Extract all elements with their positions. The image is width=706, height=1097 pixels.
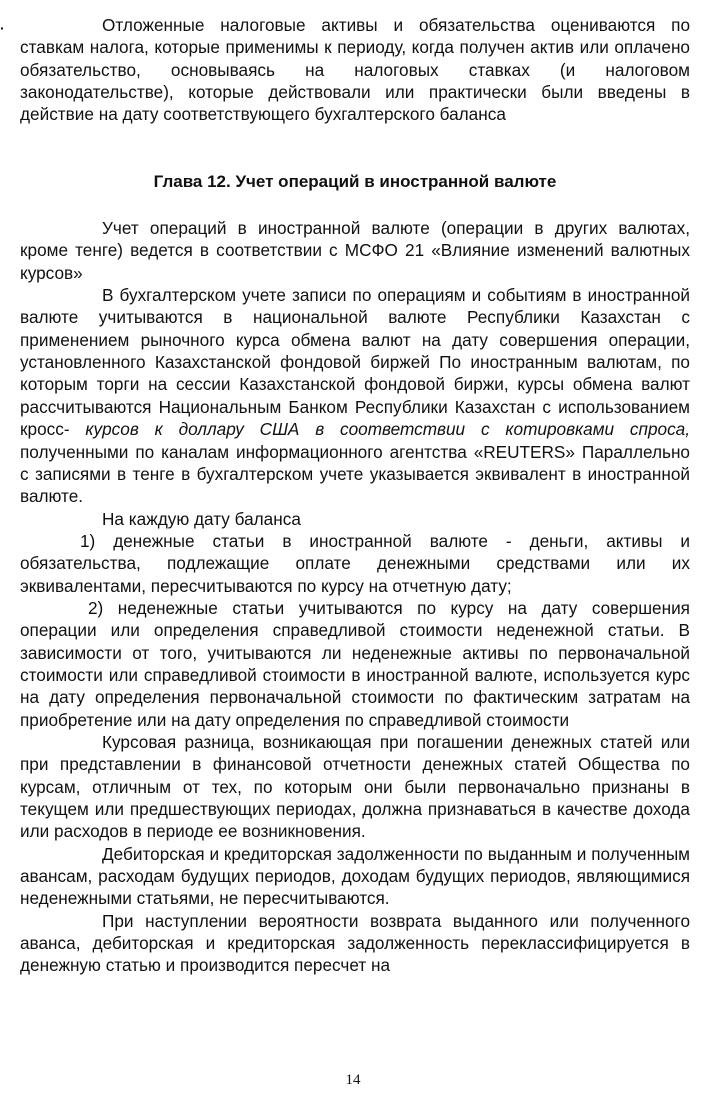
paragraph-receivables: Дебиторская и кредиторская задолженности по выданным и полученным авансам, расходам будущих периодов, доходам будущих периодов, являющимися неденежными статьями, не пересчитываются. — [20, 843, 690, 909]
chapter-heading: Глава 12. Учет операций в иностранной валюте — [153, 171, 557, 191]
list-item-nonmonetary: 2) неденежные статьи учитываются по курсу на дату совершения операции или определения справедливой стоимости неденежной статьи. В зависимости от того, учитываются ли неденежные активы по первоначальной стоимости или справедливой стоимости в иностранной валюте, используется курс на дату определения первоначальной стоимости по фактическим затратам на приобретение или на дату определения по справедливой стоимости — [20, 597, 690, 730]
list-item-monetary: 1) денежные статьи в иностранной валюте - деньги, активы и обязательства, подлежащие оплате денежными средствами или их эквивалентами, пересчитываются по курсу на отчетную дату; — [20, 530, 690, 596]
page-number: 14 — [345, 1072, 361, 1088]
records-text-c: полученными по каналам информационного агентства «REUTERS» Параллельно с записями в тенге в бухгалтерском учете указывается эквивалент в иностранной валюте. — [20, 441, 690, 507]
paragraph-records — [20, 284, 690, 507]
margin-mark: · — [0, 20, 5, 36]
paragraph-currency-accounting: Учет операций в иностранной валюте (операции в других валютах, кроме тенге) ведется в соответствии с МСФО 21 «Влияние изменений валютных курсов» — [20, 218, 690, 283]
paragraph-deferred-tax: Отложенные налоговые активы и обязательства оцениваются по ставкам налога, которые применимы к периоду, когда получен актив или оплачено обязательство, основываясь на налоговых ставках (и налоговом законодательстве), которые действовали или практически были введены в действие на дату соответствующего бухгалтерского баланса — [20, 15, 690, 125]
records-text-a: В бухгалтерском учете записи по операциям и событиям в иностранной валюте учитываются в национальной валюте Республики Казахстан с применением рыночного курса обмена валют на дату совершения операции, установленного Казахстанской фондовой биржей По иностранным валютам, по которым торги на сессии Казахстанской фондовой биржи, курсы обмена валют рассчитываются Национальным Банком Республики Казахстан с использованием кросс- — [20, 285, 690, 440]
paragraph-balance-date: На каждую дату баланса — [102, 508, 301, 529]
paragraph-advance-return: При наступлении вероятности возврата выданного или полученного аванса, дебиторская и кредиторская задолженность переклассифицируется в денежную статью и производится пересчет на — [20, 910, 690, 976]
records-text-italic: курсов к доллару США в соответствии с котировками спроса, — [85, 419, 690, 440]
paragraph-exchange-difference: Курсовая разница, возникающая при погашении денежных статей или при представлении в финансовой отчетности денежных статей Общества по курсам, отличным от тех, по которым они были первоначально признаны в текущем или предшествующих периодах, должна признаваться в качестве дохода или расходов в периоде ее возникновения. — [20, 731, 690, 842]
page-text — [20, 14, 690, 977]
